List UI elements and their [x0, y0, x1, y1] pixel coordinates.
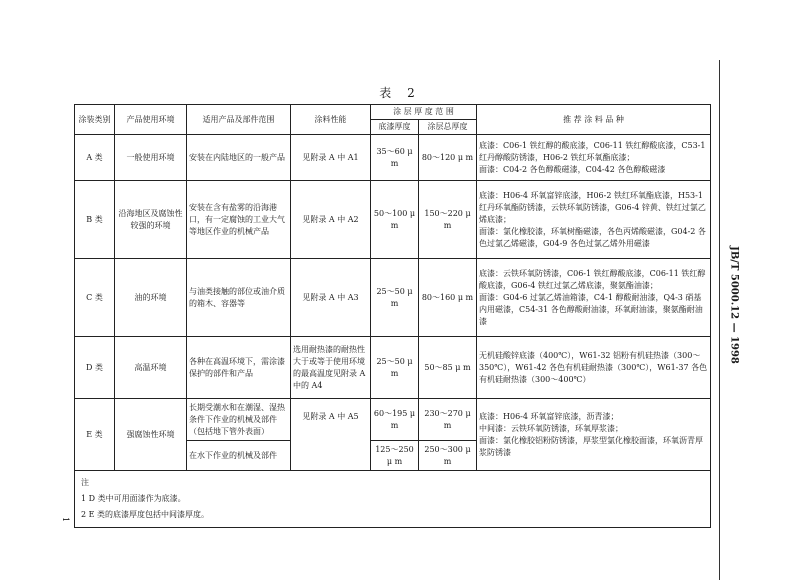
row-primer-thickness: 25～50 μ m [371, 259, 419, 337]
recommended-line: 面漆：氯化橡胶漆，环氧树酯磁漆，各色丙烯酸磁漆，G04-2 各色过氯乙烯磁漆，G04-9 各色过氯乙烯外用磁漆 [479, 226, 706, 248]
row-recommended [477, 181, 711, 259]
row-scope: 安装在含有盐雾的沿海港口，有一定腐蚀的工业大气等地区作业的机械产品 [187, 181, 291, 259]
table-row [75, 181, 711, 259]
table-caption: 表 2 [379, 86, 421, 100]
row-category: C 类 [75, 259, 115, 337]
standard-number-vertical: JB/T 5000.12 — 1998 [728, 246, 740, 364]
notes-row [75, 471, 711, 528]
row-performance: 见附录 A 中 A5 [291, 399, 371, 471]
recommended-line: 无机硅酸锌底漆（400℃），W61-32 铝粉有机硅热漆（300～350℃），W61-42 各色有机硅耐热漆（300℃），W61-37 各色有机硅耐热漆（300～400℃） [479, 350, 708, 384]
row-environment: 强腐蚀性环境 [115, 399, 187, 471]
row-performance: 见附录 A 中 A3 [291, 259, 371, 337]
row-category: A 类 [75, 135, 115, 181]
margin-rule [719, 60, 720, 580]
row-total-thickness: 80～160 μ m [419, 259, 477, 337]
recommended-line: 面漆：G04-6 过氯乙烯油箱漆，C4-1 醇酸耐油漆，Q4-3 硝基内用磁漆，C54-31 各色醇酸耐油漆，环氧耐油漆，聚氨酯耐油漆 [479, 292, 703, 326]
row-scope: 与油类接触的部位或油介质的箱木、容器等 [187, 259, 291, 337]
row-total-thickness: 150～220 μ m [419, 181, 477, 259]
row-primer-thickness: 60～195 μ m [371, 399, 419, 441]
row-scope: 安装在内陆地区的一般产品 [187, 135, 291, 181]
row-recommended [477, 337, 711, 399]
row-total-thickness-underwater: 250～300 μ m [419, 441, 477, 471]
row-primer-thickness: 25～50 μ m [371, 337, 419, 399]
header-primer-thickness: 底漆厚度 [371, 120, 419, 135]
row-performance: 见附录 A 中 A2 [291, 181, 371, 259]
row-environment: 沿海地区及腐蚀性较强的环境 [115, 181, 187, 259]
note-item: 2 E 类的底漆厚度包括中间漆厚度。 [81, 510, 210, 519]
notes-title: 注 [81, 478, 89, 487]
recommended-line: 底漆：C06-1 铁红醇的酸底漆，C06-11 铁红醇酸底漆，C53-1 红丹醇酸防锈漆，H06-2 铁红环氧酯底漆； [479, 140, 706, 162]
row-primer-thickness: 35～60 μ m [371, 135, 419, 181]
table-row [75, 135, 711, 181]
row-scope: 各种在高温环境下，需涂漆保护的部件和产品 [187, 337, 291, 399]
coating-spec-table [74, 104, 711, 528]
row-environment: 一般使用环境 [115, 135, 187, 181]
table-row [75, 259, 711, 337]
recommended-line: 面漆：C04-2 各色醇酸磁漆，C04-42 各色醇酸磁漆 [479, 164, 666, 174]
row-scope: 长期受潮水和在潮湿、湿热条件下作业的机械及部件（包括地下管外表面） [187, 399, 291, 441]
header-performance: 涂料性能 [291, 105, 371, 135]
row-total-thickness: 50～85 μ m [419, 337, 477, 399]
header-recommended: 推 荐 涂 料 品 种 [477, 105, 711, 135]
row-scope-underwater: 在水下作业的机械及部件 [187, 441, 291, 471]
row-category: D 类 [75, 337, 115, 399]
recommended-line: 中间漆：云铁环氧防锈漆，环氧厚浆漆； [479, 423, 623, 433]
header-total-thickness: 涂层总厚度 [419, 120, 477, 135]
row-performance: 选用耐热漆的耐热性大于或等于使用环境的最高温度见附录 A 中的 A4 [291, 337, 371, 399]
row-category: E 类 [75, 399, 115, 471]
header-scope: 适用产品及部件范围 [187, 105, 291, 135]
row-category: B 类 [75, 181, 115, 259]
recommended-line: 底漆：云铁环氧防锈漆，C06-1 铁红醇酸底漆，C06-11 铁红醇酸底漆，G06-4 铁红过氯乙烯底漆，聚氨酯油漆； [479, 268, 706, 290]
notes-cell [75, 471, 711, 528]
row-recommended [477, 399, 711, 471]
recommended-line: 面漆：氯化橡胶铝粉防锈漆，厚浆型氯化橡胶面漆，环氧沥青厚浆防锈漆 [479, 435, 703, 457]
row-performance: 见附录 A 中 A1 [291, 135, 371, 181]
page-number: 1 [61, 516, 71, 523]
row-total-thickness: 80～120 μ m [419, 135, 477, 181]
recommended-line: 底漆：H06-4 环氧富锌底漆，沥青漆； [479, 411, 619, 421]
header-environment: 产品使用环境 [115, 105, 187, 135]
row-environment: 油的环境 [115, 259, 187, 337]
row-total-thickness: 230～270 μ m [419, 399, 477, 441]
recommended-line: 底漆：H06-4 环氧富锌底漆，H06-2 铁红环氧酯底漆，H53-1 红丹环氧酯防锈漆，云铁环氧防锈漆，G06-4 锌黄、铁红过氯乙烯底漆； [479, 190, 706, 224]
row-primer-thickness-underwater: 125～250 μ m [371, 441, 419, 471]
header-category: 涂装类别 [75, 105, 115, 135]
table-row [75, 337, 711, 399]
row-recommended [477, 135, 711, 181]
table-row [75, 399, 711, 441]
row-environment: 高温环境 [115, 337, 187, 399]
row-primer-thickness: 50～100 μ m [371, 181, 419, 259]
header-thickness-group: 涂 层 厚 度 范 围 [371, 105, 477, 120]
row-recommended [477, 259, 711, 337]
note-item: 1 D 类中可用面漆作为底漆。 [81, 494, 186, 503]
